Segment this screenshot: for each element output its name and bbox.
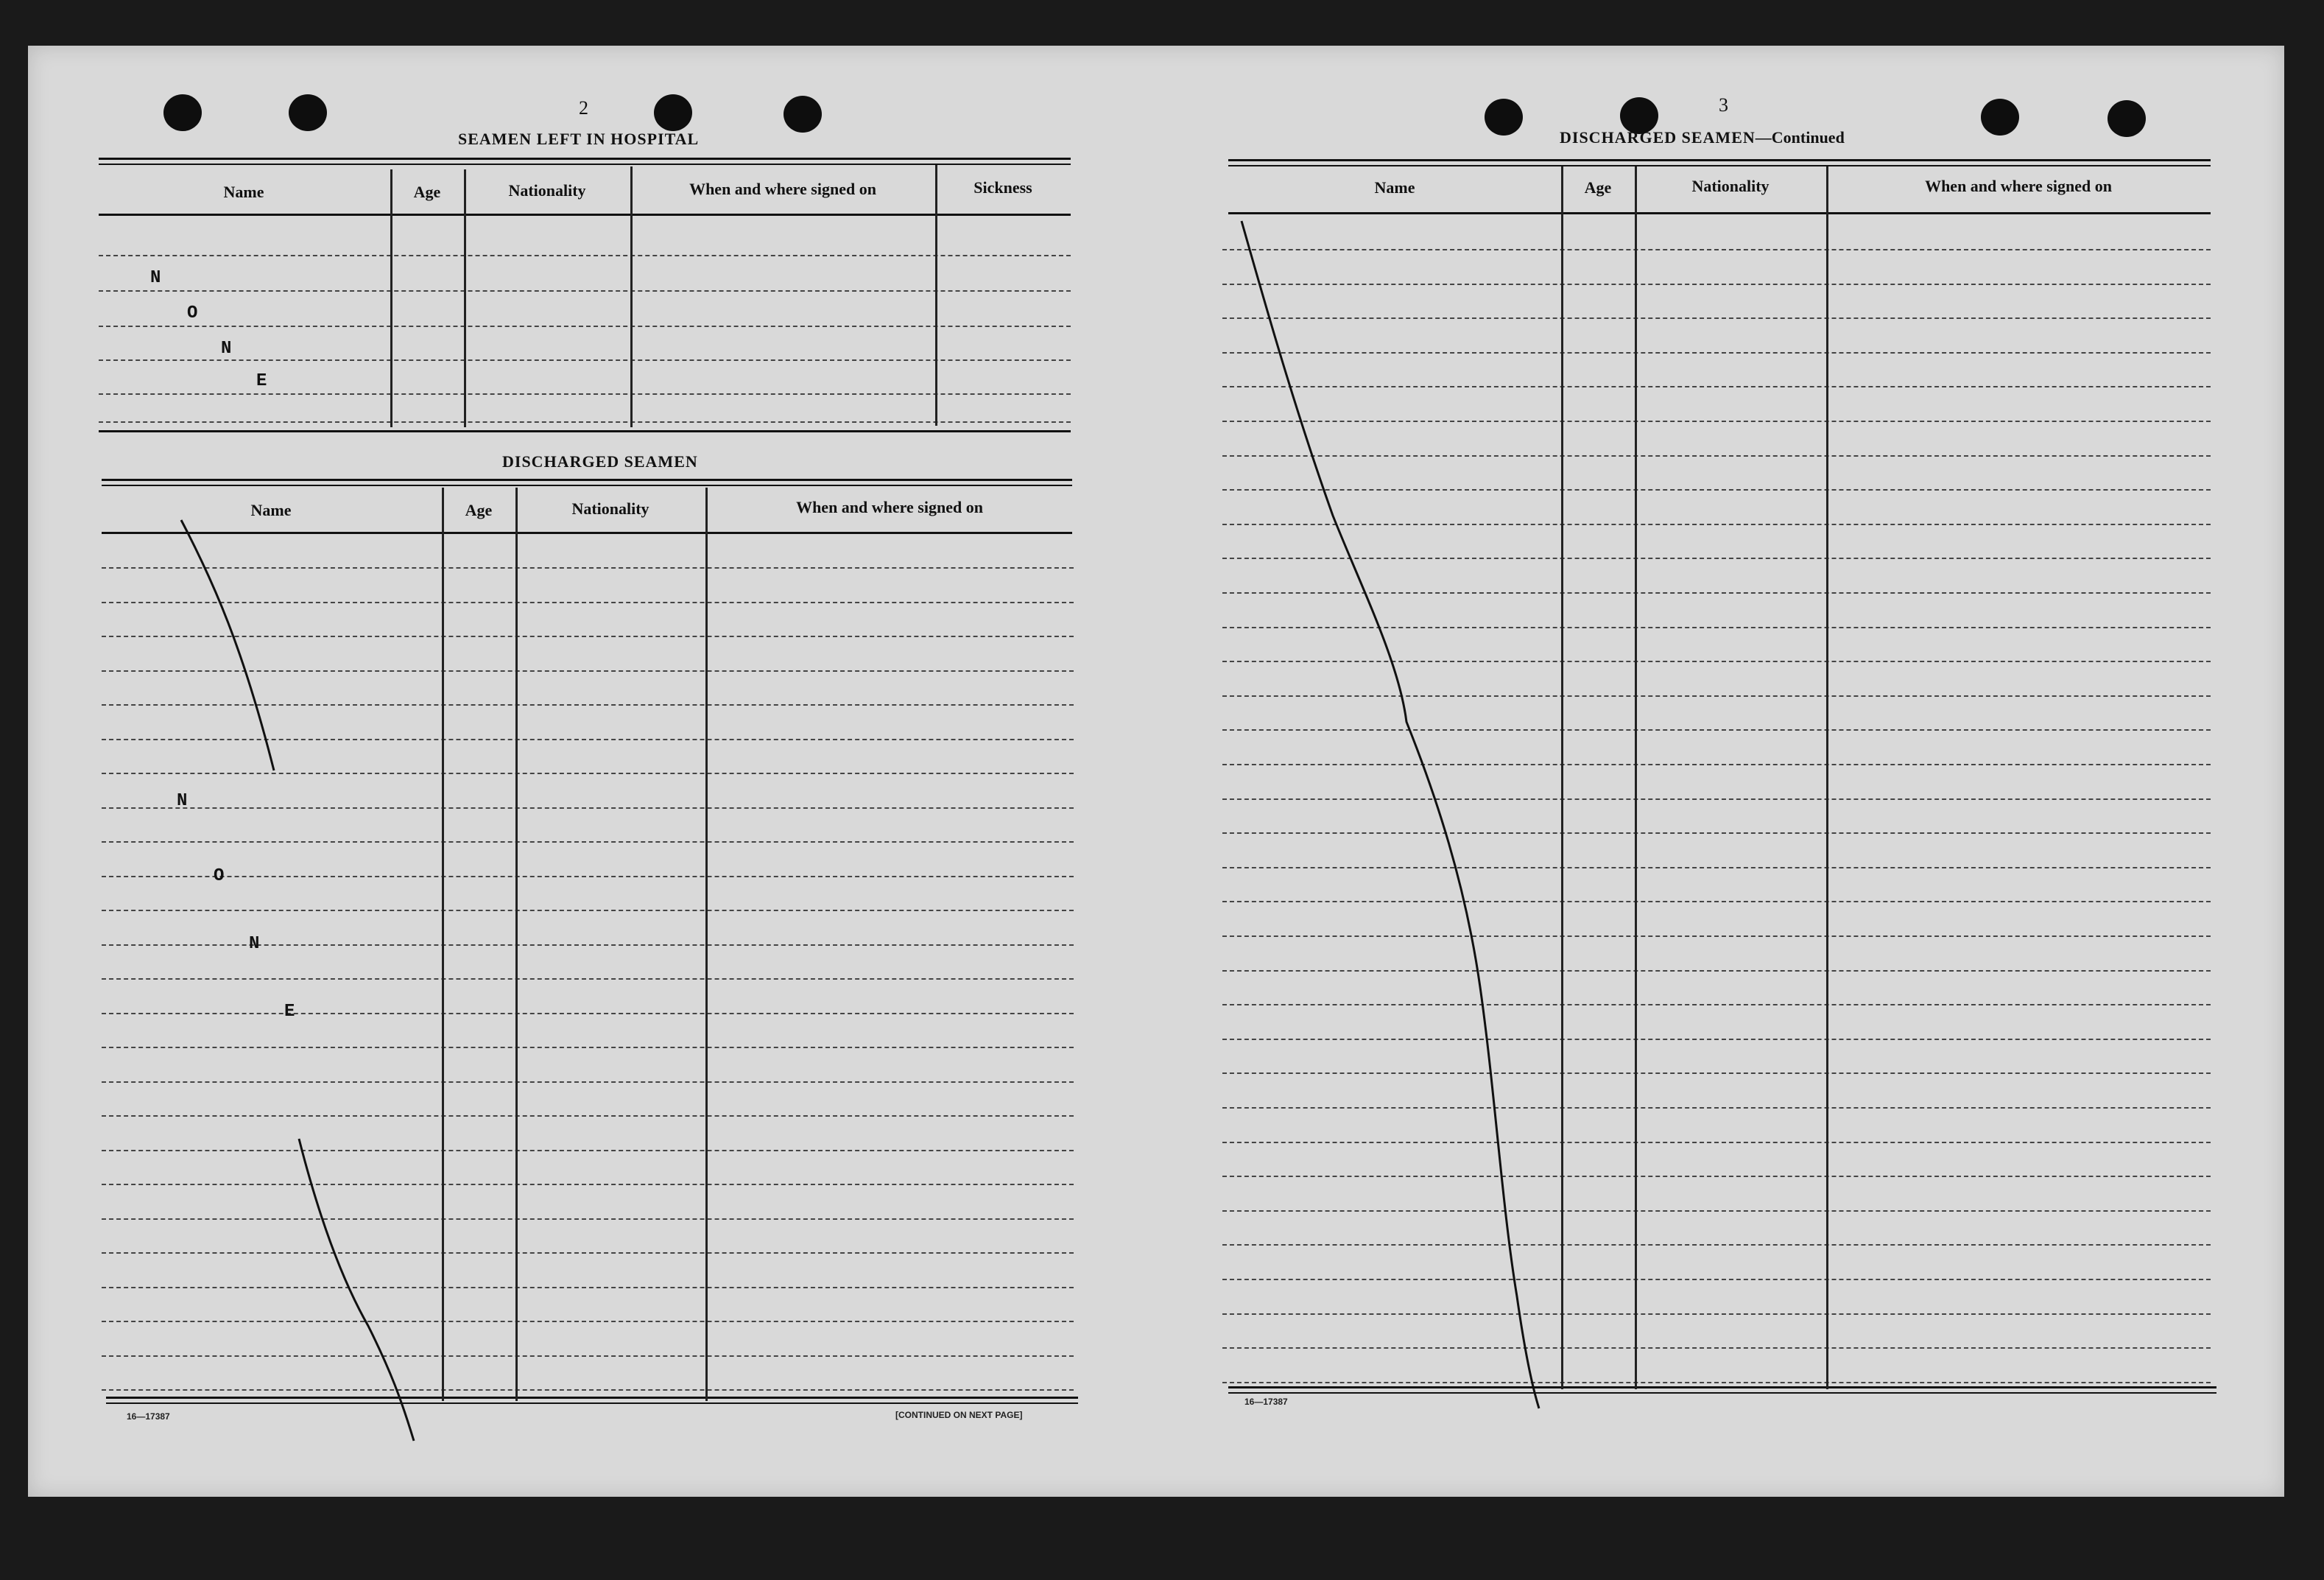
form-number: 16—17387 [127, 1411, 170, 1422]
column-header-nationality: Nationality [508, 181, 586, 200]
column-header-name: Name [1374, 178, 1415, 197]
none-letter: O [214, 866, 225, 886]
column-header-name: Name [250, 501, 292, 519]
column-header-age: Age [1584, 178, 1612, 197]
form-number: 16—17387 [1244, 1397, 1288, 1407]
column-header-signed-on: When and where signed on [796, 498, 983, 516]
column-header-sickness: Sickness [973, 178, 1032, 197]
column-header-signed-on: When and where signed on [1925, 177, 2112, 195]
continued-note: [CONTINUED ON NEXT PAGE] [895, 1410, 1023, 1420]
title-main: DISCHARGED SEAMEN [1560, 128, 1756, 147]
title-suffix: —Continued [1755, 128, 1845, 147]
column-header-signed-on: When and where signed on [689, 180, 876, 198]
none-letter: E [256, 371, 267, 391]
none-letter: N [249, 934, 260, 954]
none-letter: N [150, 268, 161, 288]
column-header-age: Age [465, 501, 493, 519]
column-header-nationality: Nationality [1691, 177, 1770, 195]
page-number: 2 [579, 97, 588, 119]
pen-strike [299, 1139, 414, 1441]
pen-strike [181, 520, 274, 770]
none-letter: E [284, 1002, 295, 1022]
column-header-name: Name [223, 183, 264, 201]
none-letter: O [187, 303, 198, 323]
hospital-section-title: SEAMEN LEFT IN HOSPITAL [458, 130, 700, 148]
column-header-age: Age [413, 183, 441, 201]
pen-strike [1242, 221, 1539, 1408]
discharged-section-title: DISCHARGED SEAMEN [502, 452, 698, 471]
none-letter: N [177, 791, 188, 811]
none-letter: N [221, 339, 232, 359]
page-number: 3 [1719, 94, 1728, 116]
column-header-nationality: Nationality [571, 499, 649, 518]
